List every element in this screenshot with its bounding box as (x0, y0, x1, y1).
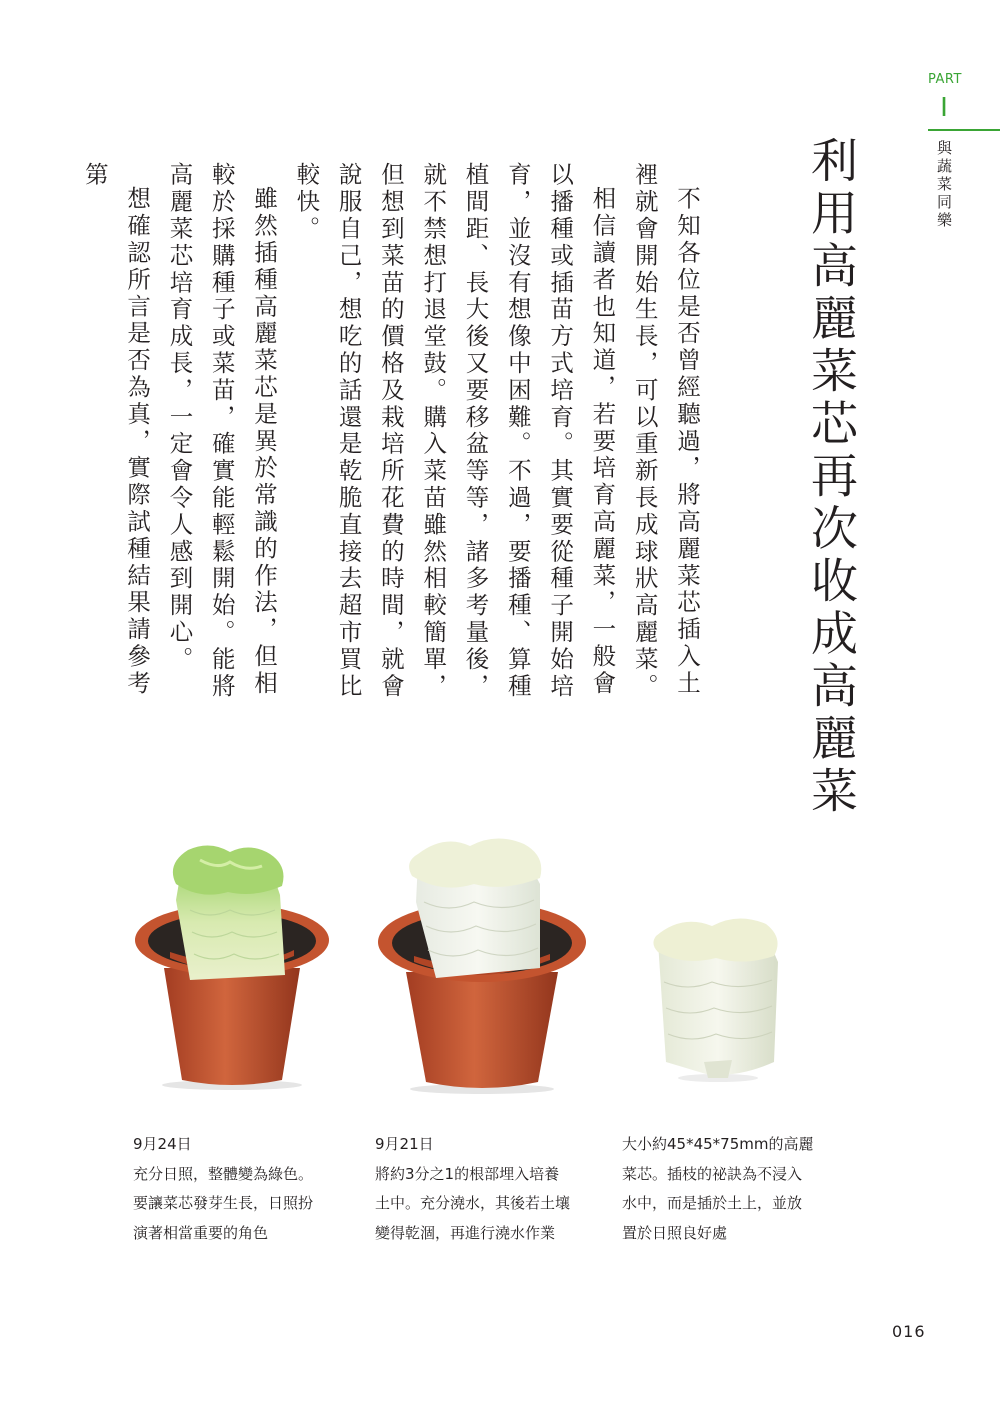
paragraph: 相信讀者也知道，若要培育高麗菜，一般會以播種或插苗方式培育。其實要從種子開始培育，並沒有想像中困難。不過，要播種、算種植間距、長大後又要移盆等等，諸多考量後，就不禁想打退堂鼓。購入菜苗雖然相較簡單，但想到菜苗的價格及栽培所花費的時間，就會說服自己，想吃的話還是乾脆直接去超市買比較快。 (292, 162, 617, 700)
caption-date: 9月21日 (375, 1135, 434, 1153)
caption-line: 將約3分之1的根部埋入培養 (375, 1164, 560, 1183)
caption-green-cabbage (133, 1130, 348, 1248)
caption-line: 土中。充分澆水，其後若土壤 (375, 1194, 571, 1212)
part-divider (928, 129, 1000, 131)
part-number: I (940, 91, 948, 122)
caption-line: 菜芯。插枝的祕訣為不浸入 (622, 1164, 803, 1183)
caption-line: 變得乾涸，再進行澆水作業 (375, 1223, 556, 1242)
caption-line: 水中，而是插於土上，並放 (622, 1194, 803, 1212)
caption-white-cabbage (375, 1130, 590, 1248)
body-text (74, 162, 708, 722)
white-cabbage-pot-photo (374, 832, 590, 1094)
page-title: 利用高麗菜芯再次收成高麗菜 (803, 136, 858, 819)
caption-line: 演著相當重要的角色 (133, 1223, 269, 1242)
caption-line: 要讓菜芯發芽生長，日照扮 (133, 1194, 314, 1212)
part-label: PART (928, 72, 962, 87)
caption-line: 置於日照良好處 (622, 1223, 728, 1242)
caption-line: 充分日照，整體變為綠色。 (133, 1164, 314, 1183)
green-cabbage-pot-photo (130, 840, 340, 1090)
caption-cabbage-core (622, 1130, 837, 1248)
paragraph: 不知各位是否曾經聽過，將高麗菜芯插入土裡就會開始生長，可以重新長成球狀高麗菜。 (630, 162, 701, 700)
paragraph: 想確認所言是否為真，實際試種結果請參考第 (80, 162, 152, 697)
part-title: 與蔬菜同樂 (935, 140, 953, 230)
page-number: 016 (892, 1322, 926, 1341)
caption-line: 大小約45*45*75mm的高麗 (622, 1135, 814, 1153)
cabbage-core-photo (648, 912, 784, 1084)
caption-date: 9月24日 (133, 1135, 192, 1153)
paragraph: 雖然插種高麗菜芯是異於常識的作法，但相較於採購種子或菜苗，確實能輕鬆開始。能將高麗菜芯培育成長，一定會令人感到開心。 (165, 162, 279, 700)
